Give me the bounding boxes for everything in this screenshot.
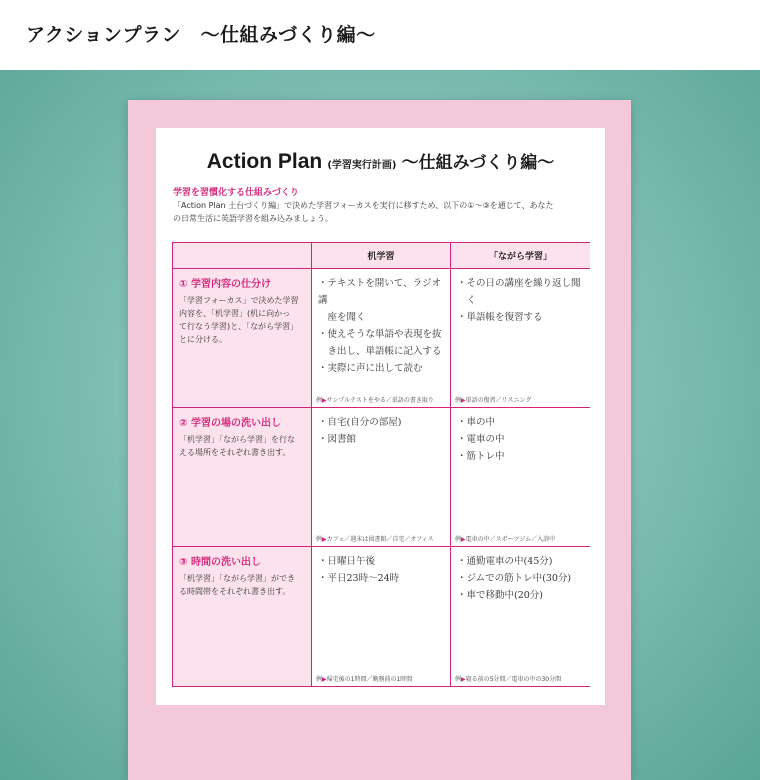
row-desc-line: 「机学習」「ながら学習」ができ: [179, 574, 295, 583]
list-item: ・車で移動中(20分): [457, 590, 544, 601]
example-note: [316, 534, 434, 543]
document-title-paren: (学習実行計画): [327, 160, 397, 171]
list-item: ・通勤電車の中(45分): [457, 556, 553, 567]
example-text: 寝る前の5分間／電車の中の30分間: [465, 676, 562, 683]
worksheet-paper: [156, 128, 605, 705]
list-item: ・使えそうな単語や表現を抜: [318, 329, 442, 340]
list-item: ・電車の中: [457, 434, 505, 445]
example-prefix: 例: [455, 536, 462, 543]
row-label-cell: [173, 547, 312, 686]
example-text: 単語の復習／リスニング: [465, 397, 532, 404]
row-description: [179, 433, 305, 459]
row-desc-line: る時間帯をそれぞれ書き出す。: [179, 587, 291, 596]
intro-text: [173, 199, 593, 225]
row-description: [179, 294, 305, 346]
table-header-desk: 机学習: [312, 243, 451, 269]
table-header-nagara: 「ながら学習」: [451, 243, 590, 269]
example-prefix: 例: [316, 397, 323, 404]
row-desc-line: 内容を、「机学習」(机に向かっ: [179, 309, 291, 318]
row-label-cell: [173, 269, 312, 408]
example-prefix: 例: [455, 676, 462, 683]
list-item: ・テキストを開いて、ラジオ講: [318, 278, 442, 306]
table-header-empty: [173, 243, 312, 269]
row-desc-line: える場所をそれぞれ書き出す。: [179, 448, 291, 457]
list-item: ・平日23時～24時: [318, 573, 400, 584]
plan-table: [172, 242, 590, 687]
arrow-icon: ▶: [461, 397, 466, 404]
example-prefix: 例: [316, 536, 323, 543]
example-text: 電車の中／スポーツジム／入浴中: [465, 536, 556, 543]
nagara-cell: [451, 547, 590, 686]
row-desc-line: て行なう学習)と、「ながら学習」: [179, 322, 299, 331]
arrow-icon: ▶: [461, 676, 466, 683]
list-item: ・自宅(自分の部屋): [318, 417, 402, 428]
list-item: ・単語帳を復習する: [457, 312, 543, 323]
arrow-icon: ▶: [461, 536, 466, 543]
list-item: ・実際に声に出して読む: [318, 363, 423, 374]
desk-cell: [312, 269, 451, 408]
intro-line: の日常生活に英語学習を組み込みましょう。: [173, 214, 333, 223]
desk-cell: [312, 547, 451, 686]
row-title: ① 学習内容の仕分け: [179, 279, 271, 290]
list-item: 座を聞く: [318, 312, 366, 323]
row-desc-line: 「机学習」「ながら学習」を行な: [179, 435, 295, 444]
example-text: 帰宅後の1時間／勤務前の1時間: [326, 676, 413, 683]
arrow-icon: ▶: [322, 676, 327, 683]
example-text: カフェ／週末は図書館／自宅／オフィス: [326, 536, 434, 543]
example-text: サンプルテストをやる／単語の書き取り: [326, 397, 434, 404]
list-item: ・車の中: [457, 417, 496, 428]
example-prefix: 例: [316, 676, 323, 683]
example-note: [455, 674, 561, 683]
row-label-cell: [173, 408, 312, 547]
row-desc-line: 「学習フォーカス」で決めた学習: [179, 296, 299, 305]
example-note: [455, 534, 555, 543]
arrow-icon: ▶: [322, 397, 327, 404]
list-item: ・ジムでの筋トレ中(30分): [457, 573, 572, 584]
list-item: ・日曜日午後: [318, 556, 376, 567]
arrow-icon: ▶: [322, 536, 327, 543]
nagara-cell: [451, 269, 590, 408]
list-item: き出し、単語帳に記入する: [318, 346, 442, 357]
document-title-sub: ～仕組みづくり編～: [401, 153, 555, 173]
example-note: [455, 395, 531, 404]
list-item: ・図書館: [318, 434, 357, 445]
section-heading: 学習を習慣化する仕組みづくり: [173, 188, 299, 198]
row-title: ② 学習の場の洗い出し: [179, 418, 281, 429]
desk-cell: [312, 408, 451, 547]
row-desc-line: とに分ける。: [179, 335, 227, 344]
example-note: [316, 395, 434, 404]
example-note: [316, 674, 412, 683]
row-description: [179, 572, 305, 598]
document-title-main: Action Plan: [206, 150, 323, 173]
list-item: ・その日の講座を繰り返し聞: [457, 278, 581, 289]
page-header: [0, 0, 760, 70]
nagara-cell: [451, 408, 590, 547]
example-prefix: 例: [455, 397, 462, 404]
list-item: ・筋トレ中: [457, 451, 505, 462]
row-title: ③ 時間の洗い出し: [179, 557, 261, 568]
intro-line: 「Action Plan 土台づくり編」で決めた学習フォーカスを実行に移すため、以下の①～③を通じて、あなた: [173, 201, 554, 210]
page-title: アクションプラン ～仕組みづくり編～: [26, 24, 376, 46]
list-item: く: [457, 295, 477, 306]
document-title: [156, 148, 605, 174]
